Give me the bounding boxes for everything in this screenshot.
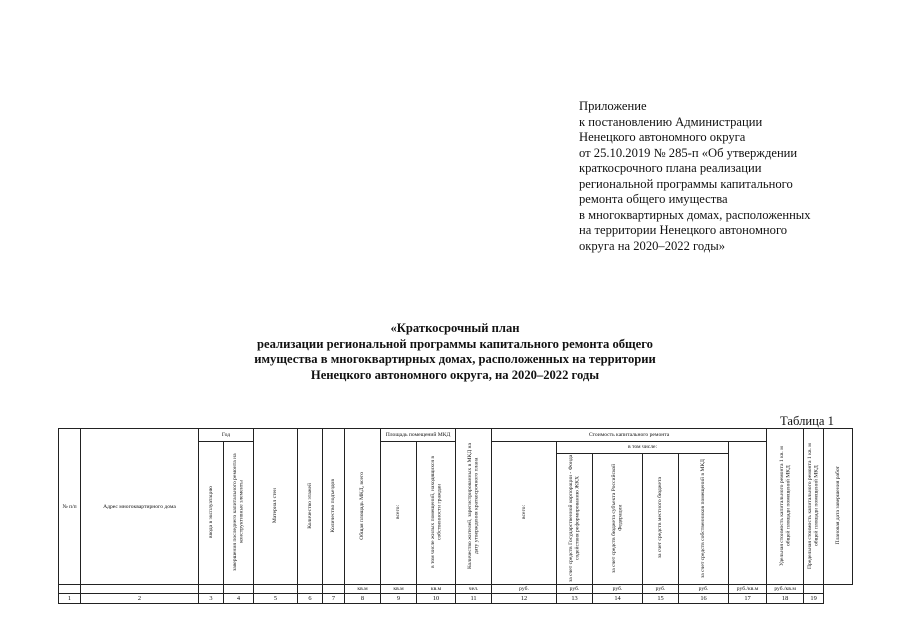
header-cost-region: за счет средств бюджета субъекта Российской Федерации — [593, 454, 643, 585]
unit-cell: руб./кв.м — [767, 585, 804, 594]
header-cost-fund: за счет средств Государственной корпорации - Фонда содействия реформированию ЖКХ — [557, 454, 593, 585]
document-title — [200, 321, 710, 383]
column-number: 12 — [492, 594, 557, 604]
column-numbers-row — [59, 594, 853, 604]
column-number: 16 — [679, 594, 729, 604]
annex-line: к постановлению Администрации — [579, 114, 763, 129]
header-entrances: Количество подъездов — [323, 429, 345, 585]
column-number: 9 — [381, 594, 417, 604]
column-number: 10 — [417, 594, 456, 604]
header-address: Адрес многоквартирного дома — [81, 429, 199, 585]
annex-line: ремонта общего имущества — [579, 192, 728, 206]
header-total-area: Общая площадь МКД, всего — [345, 429, 381, 585]
header-cost-spacer — [729, 442, 767, 585]
column-number: 6 — [298, 594, 323, 604]
header-wall-material: Материал стен — [254, 429, 298, 585]
header-cost-owners: за счет средств собственников помещений в МКД — [679, 454, 729, 585]
column-number: 11 — [456, 594, 492, 604]
unit-cell: кв.м — [381, 585, 417, 594]
header-cost-total: всего: — [492, 442, 557, 585]
header-year-last-repair: завершения последнего капитального ремонта на конструктивные элементы — [224, 442, 254, 585]
column-number: 15 — [643, 594, 679, 604]
column-number: 19 — [804, 594, 824, 604]
annex-line: региональной программы капитального — [579, 176, 793, 191]
unit-cell: чел. — [456, 585, 492, 594]
annex-line: на территории Ненецкого автономного — [579, 223, 788, 237]
title-line: «Краткосрочный план — [390, 321, 520, 335]
table-label: Таблица 1 — [780, 414, 834, 428]
plan-table — [58, 428, 853, 604]
header-cost-local: за счет средств местного бюджета — [643, 454, 679, 585]
header-residents: Количество жителей, зарегистрированных в МКД на дату утверждения краткосрочного плана — [456, 429, 492, 585]
header-year-commission: ввода в эксплуатацию — [199, 442, 224, 585]
title-line: имущества в многоквартирных домах, расположенных на территории — [254, 352, 656, 366]
column-number: 17 — [729, 594, 767, 604]
unit-cell: руб. — [557, 585, 593, 594]
column-number: 7 — [323, 594, 345, 604]
column-number: 2 — [81, 594, 199, 604]
annex-block — [579, 99, 879, 254]
header-group-premises-area: Площадь помещений МКД — [381, 429, 456, 442]
header-group-including: в том числе: — [557, 442, 729, 454]
annex-line: Ненецкого автономного округа — [579, 130, 746, 144]
annex-line: краткосрочного плана реализации — [579, 161, 762, 175]
column-number: 13 — [557, 594, 593, 604]
header-unit-cost: Удельная стоимость капитального ремонта 1 кв. м общей площади помещений МКД — [767, 429, 804, 585]
header-group-year: Год — [199, 429, 254, 442]
unit-cell: руб. — [593, 585, 643, 594]
header-group-cost: Стоимость капитального ремонта — [492, 429, 767, 442]
annex-line: в многоквартирных домах, расположенных — [579, 207, 811, 222]
units-row — [59, 585, 853, 594]
column-number: 8 — [345, 594, 381, 604]
header-no: № п/п — [59, 429, 81, 585]
annex-line: от 25.10.2019 № 285-п «Об утверждении — [579, 145, 798, 160]
header-area-residential: в том числе жилых помещений, находящихся в собственности граждан — [417, 442, 456, 585]
header-planned-date: Плановая дата завершения работ — [824, 429, 853, 585]
title-line: реализации региональной программы капитального ремонта общего — [257, 336, 653, 351]
column-number: 1 — [59, 594, 81, 604]
column-number: 4 — [224, 594, 254, 604]
column-number: 3 — [199, 594, 224, 604]
header-floors: Количество этажей — [298, 429, 323, 585]
column-number: 18 — [767, 594, 804, 604]
unit-cell: руб. — [492, 585, 557, 594]
unit-cell: руб./кв.м — [729, 585, 767, 594]
annex-line: Приложение — [579, 99, 647, 113]
unit-cell: руб. — [643, 585, 679, 594]
unit-cell: кв.м — [345, 585, 381, 594]
column-number: 5 — [254, 594, 298, 604]
title-line: Ненецкого автономного округа, на 2020–2022 годы — [310, 367, 600, 382]
header-area-total: всего: — [381, 442, 417, 585]
unit-cell: руб. — [679, 585, 729, 594]
column-number: 14 — [593, 594, 643, 604]
annex-line: округа на 2020–2022 годы» — [579, 238, 725, 253]
header-max-cost: Предельная стоимость капитального ремонта 1 кв. м общей площади помещений МКД — [804, 429, 824, 585]
unit-cell: кв.м — [417, 585, 456, 594]
